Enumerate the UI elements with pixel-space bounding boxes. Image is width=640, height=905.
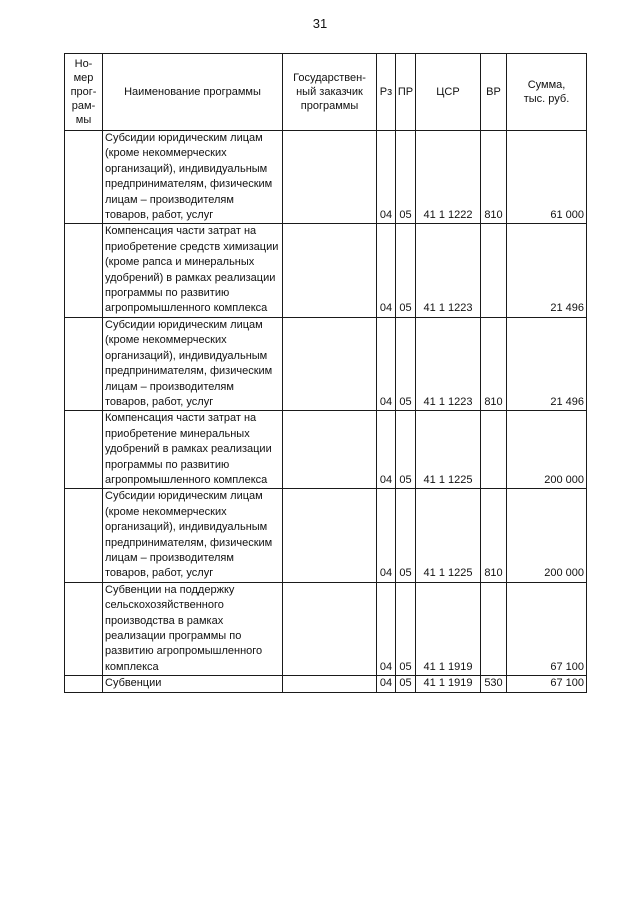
cell-program-name: Компенсация части затрат на приобретение средств химизации (кроме рапса и минеральных удобрений) в рамках реализации программы по развитию агропромышленного комплекса — [103, 224, 283, 317]
cell-sum: 21 496 — [507, 317, 587, 410]
cell-program-number — [65, 317, 103, 410]
cell-vr — [481, 224, 507, 317]
cell-pr: 05 — [396, 317, 416, 410]
table-row — [65, 224, 587, 317]
header-customer: Государствен- ный заказчик программы — [283, 54, 377, 131]
cell-program-name: Субсидии юридическим лицам (кроме некоммерческих организаций), индивидуальным предпринимателям, физическим лицам – производителям товаров, работ, услуг — [103, 131, 283, 224]
cell-csr: 41 1 1919 — [416, 676, 481, 692]
cell-program-name: Субвенции на поддержку сельскохозяйственного производства в рамках реализации программы по развитию агропромышленного комплекса — [103, 582, 283, 675]
header-program-name: Наименование программы — [103, 54, 283, 131]
table-header-row — [65, 54, 587, 131]
cell-csr: 41 1 1222 — [416, 131, 481, 224]
cell-pr: 05 — [396, 676, 416, 692]
cell-vr — [481, 411, 507, 489]
cell-customer — [283, 676, 377, 692]
cell-vr: 530 — [481, 676, 507, 692]
cell-pr: 05 — [396, 411, 416, 489]
cell-rz: 04 — [377, 317, 396, 410]
cell-vr — [481, 582, 507, 675]
cell-pr: 05 — [396, 224, 416, 317]
cell-customer — [283, 224, 377, 317]
cell-csr: 41 1 1225 — [416, 411, 481, 489]
cell-csr: 41 1 1223 — [416, 317, 481, 410]
cell-csr: 41 1 1919 — [416, 582, 481, 675]
cell-program-number — [65, 224, 103, 317]
cell-vr: 810 — [481, 131, 507, 224]
table-row — [65, 489, 587, 582]
cell-customer — [283, 131, 377, 224]
cell-customer — [283, 489, 377, 582]
cell-program-name: Субсидии юридическим лицам (кроме некоммерческих организаций), индивидуальным предпринимателям, физическим лицам – производителям товаров, работ, услуг — [103, 317, 283, 410]
header-csr: ЦСР — [416, 54, 481, 131]
cell-rz: 04 — [377, 489, 396, 582]
cell-program-name: Компенсация части затрат на приобретение минеральных удобрений в рамках реализации программы по развитию агропромышленного комплекса — [103, 411, 283, 489]
cell-rz: 04 — [377, 131, 396, 224]
cell-rz: 04 — [377, 224, 396, 317]
cell-customer — [283, 582, 377, 675]
cell-sum: 67 100 — [507, 676, 587, 692]
cell-program-number — [65, 582, 103, 675]
cell-sum: 200 000 — [507, 411, 587, 489]
table-row — [65, 676, 587, 692]
cell-program-name: Субсидии юридическим лицам (кроме некоммерческих организаций), индивидуальным предпринимателям, физическим лицам – производителям товаров, работ, услуг — [103, 489, 283, 582]
cell-sum: 67 100 — [507, 582, 587, 675]
cell-sum: 61 000 — [507, 131, 587, 224]
table-row — [65, 317, 587, 410]
cell-pr: 05 — [396, 131, 416, 224]
cell-rz: 04 — [377, 411, 396, 489]
cell-pr: 05 — [396, 489, 416, 582]
page-number: 31 — [312, 16, 328, 31]
table-row — [65, 131, 587, 224]
table-row — [65, 582, 587, 675]
cell-customer — [283, 411, 377, 489]
cell-sum: 200 000 — [507, 489, 587, 582]
cell-vr: 810 — [481, 489, 507, 582]
header-pr: ПР — [396, 54, 416, 131]
header-vr: ВР — [481, 54, 507, 131]
cell-csr: 41 1 1223 — [416, 224, 481, 317]
header-sum: Сумма, тыс. руб. — [507, 54, 587, 131]
cell-program-number — [65, 131, 103, 224]
cell-vr: 810 — [481, 317, 507, 410]
cell-pr: 05 — [396, 582, 416, 675]
cell-customer — [283, 317, 377, 410]
header-rz: Рз — [377, 54, 396, 131]
cell-csr: 41 1 1225 — [416, 489, 481, 582]
cell-rz: 04 — [377, 582, 396, 675]
cell-sum: 21 496 — [507, 224, 587, 317]
cell-program-number — [65, 676, 103, 692]
cell-program-number — [65, 411, 103, 489]
header-program-number: Но- мер прог- рам- мы — [65, 54, 103, 131]
budget-table — [64, 53, 587, 693]
cell-program-name: Субвенции — [103, 676, 283, 692]
cell-rz: 04 — [377, 676, 396, 692]
cell-program-number — [65, 489, 103, 582]
table-row — [65, 411, 587, 489]
